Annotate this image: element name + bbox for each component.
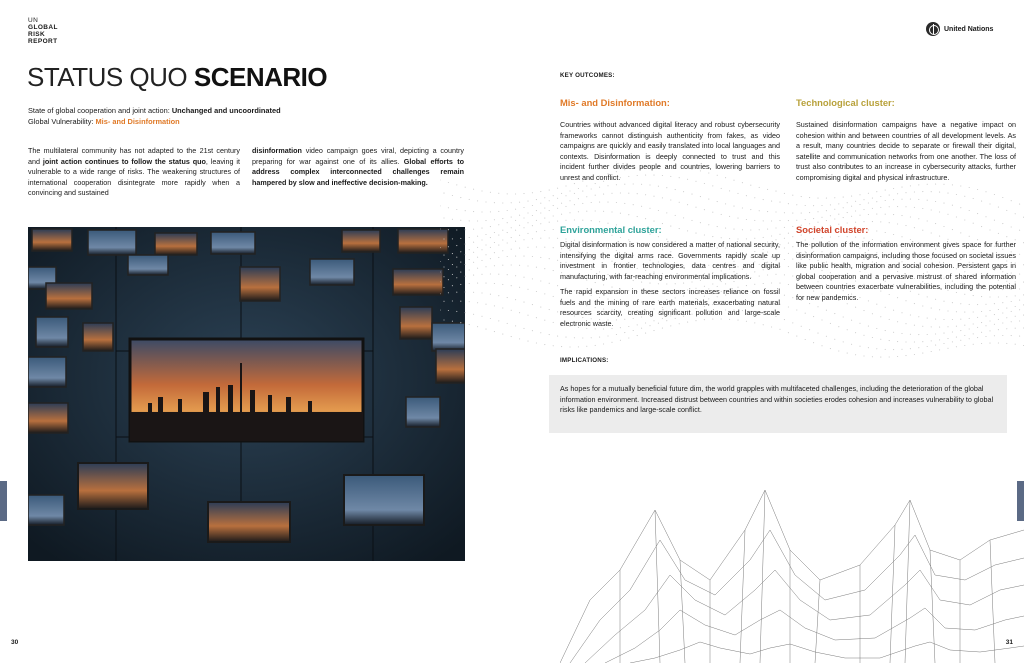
intro-col2-b: video campaign goes viral, depicting a country preparing for war against one of its allies.	[252, 146, 464, 166]
section-technological	[796, 97, 1016, 188]
scenario-illustration	[28, 227, 465, 561]
meta-line1-value: Unchanged and uncoordinated	[171, 106, 281, 115]
brand-line-2: GLOBAL	[28, 24, 58, 31]
section-text-mis: Countries without advanced digital literacy and robust cybersecurity frameworks cannot distinguish authenticity from fakes, as video campaigns are quickly and easily translated into local languages and contexts. Disinformation is deeply connected to trust and this incident further divides people and countries, lowering barriers to unrest and conflict.	[560, 120, 780, 182]
title-light: STATUS QUO	[27, 62, 194, 92]
meta-line2-label: Global Vulnerability:	[28, 117, 96, 126]
section-text-env-1: Digital disinformation is now considered a matter of national security, intensifying the digital arms race. Governments rapidly scale up investment in frontier technologies, data centres and digital manufacturing, with far-reaching environmental implications.	[560, 240, 780, 281]
section-title-tech: Technological cluster:	[796, 97, 895, 108]
page-tab-left	[0, 481, 7, 521]
un-emblem-icon	[926, 22, 940, 36]
screens-illustration	[28, 227, 465, 561]
page-title	[27, 63, 327, 91]
intro-col2-a: disinformation	[252, 146, 302, 155]
un-logo-text: United Nations	[944, 25, 994, 33]
meta-line1-label: State of global cooperation and joint action:	[28, 106, 172, 115]
brand-line-4: REPORT	[28, 38, 58, 45]
section-text-env-2: The rapid expansion in these sectors increases reliance on fossil fuels and the mining of rare earth materials, exacerbating natural resources scarcity, creating significant pollution and large-scale electronic waste.	[560, 287, 780, 328]
meta-line-1	[28, 105, 281, 116]
section-text-soc: The pollution of the information environment gives space for further disinformation campaigns, including those focused on societal issues like public health, migration and social cohesion. Persistent gaps in global cooperation and a pervasive mistrust of shared information between countries exacerbate vulnerabilities, including the potential for new pandemics.	[796, 240, 1016, 302]
intro-column-2	[252, 146, 464, 188]
section-title-env: Environmental cluster:	[560, 224, 662, 235]
main-screen	[130, 339, 363, 441]
brand-line-3: RISK	[28, 31, 46, 38]
meta-line2-value: Mis- and Disinformation	[95, 117, 180, 126]
intro-column-1	[28, 146, 240, 199]
wireframe-mountains-decoration	[560, 470, 1024, 663]
section-societal	[796, 224, 1016, 308]
report-brand	[28, 17, 58, 45]
brand-line-1: UN	[28, 17, 39, 24]
page-number-right: 31	[1005, 639, 1013, 646]
section-title-mis: Mis- and Disinformation:	[560, 97, 670, 108]
key-outcomes-label: KEY OUTCOMES:	[560, 72, 615, 79]
intro-col1-a: The multilateral community has not adapted to the 21st century and	[28, 146, 240, 166]
meta-line-2	[28, 116, 281, 127]
section-text-tech: Sustained disinformation campaigns have a negative impact on cohesion within and between countries of all development levels. As a result, many countries decide to separate or firewall their digital, satellite and communication networks from one another. The loss of trust also contributes to an increase in cybersecurity attacks, further compromising digital and physical infrastructure.	[796, 120, 1016, 182]
un-logo	[926, 22, 993, 36]
implications-box: As hopes for a mutually beneficial future dim, the world grapples with multifaceted challenges, including the deterioration of the global information environment. Increased distrust between countries and within societies erodes cohesion and increases vulnerability to global risks like pandemics and large-scale conflict.	[549, 375, 1007, 433]
page-number-left: 30	[11, 639, 19, 646]
section-mis-disinformation	[560, 97, 780, 188]
title-bold: SCENARIO	[193, 62, 328, 92]
intro-col1-c: , leaving it vulnerable to a wide range of risks. The weakening structures of international cooperation disintegrate more rapidly when a convincing and sustained	[28, 156, 240, 198]
scenario-meta	[28, 105, 281, 127]
implications-label: IMPLICATIONS:	[560, 357, 609, 364]
section-title-soc: Societal cluster:	[796, 224, 869, 235]
intro-col1-b: joint action continues to follow the status quo	[42, 156, 206, 166]
intro-col2-c: Global efforts to address complex interconnected challenges remain hampered by slow and ineffective decision-making.	[252, 156, 464, 187]
section-environmental	[560, 224, 780, 334]
